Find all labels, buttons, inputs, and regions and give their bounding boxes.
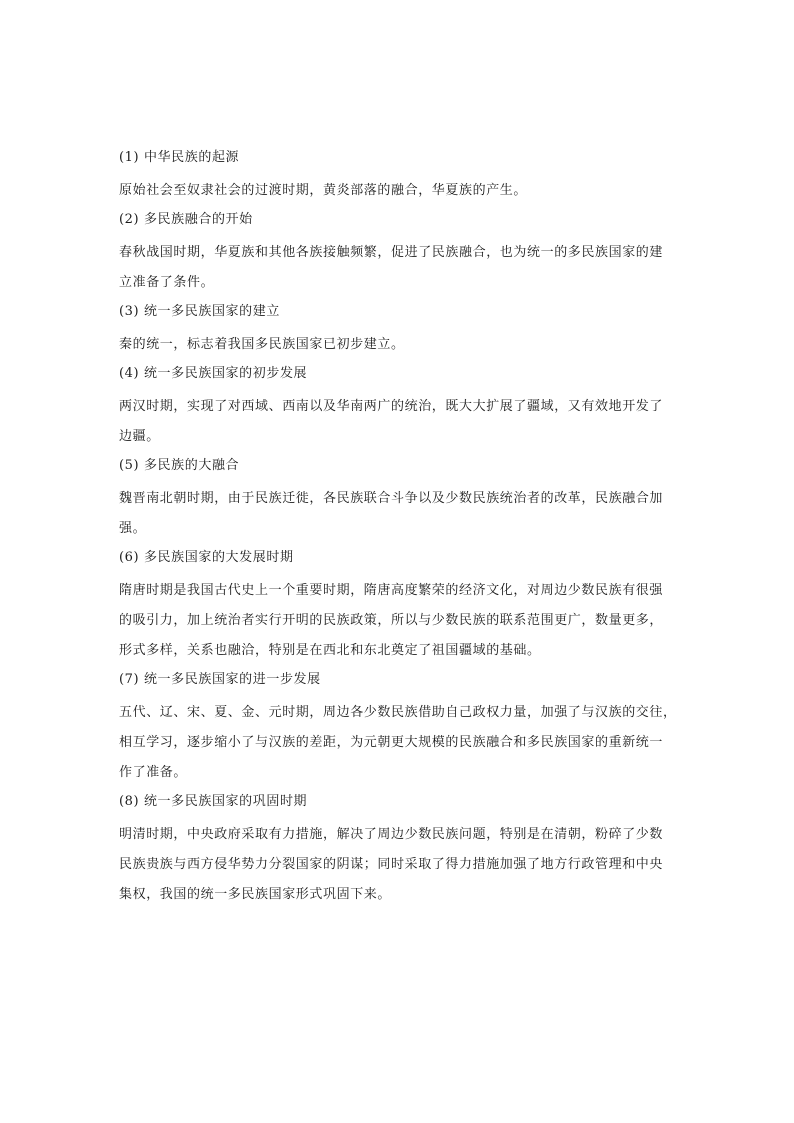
paragraph-line: 明清时期，中央政府采取有力措施，解决了周边少数民族问题，特别是在清朝，粉碎了少数 [119, 827, 664, 842]
section-paragraph [119, 399, 679, 444]
section-heading: (7) 统一多民族国家的进一步发展 [119, 672, 321, 687]
document-body [119, 150, 679, 916]
section-heading: (2) 多民族融合的开始 [119, 212, 253, 227]
paragraph-line: 原始社会至奴隶社会的过渡时期，黄炎部落的融合，华夏族的产生。 [119, 183, 528, 198]
paragraph-line: 五代、辽、宋、夏、金、元时期，周边各少数民族借助自己政权力量，加强了与汉族的交往， [119, 705, 677, 720]
paragraph-line: 相互学习，逐步缩小了与汉族的差距，为元朝更大规模的民族融合和多民族国家的重新统一 [119, 735, 664, 750]
section-2 [119, 212, 679, 290]
section-heading: (6) 多民族国家的大发展时期 [119, 550, 294, 565]
paragraph-line: 集权，我国的统一多民族国家形式巩固下来。 [119, 887, 392, 902]
section-7 [119, 672, 679, 780]
section-5 [119, 458, 679, 536]
paragraph-line: 民族贵族与西方侵华势力分裂国家的阴谋；同时采取了得力措施加强了地方行政管理和中央 [119, 857, 664, 872]
section-paragraph [119, 827, 679, 902]
paragraph-line: 秦的统一，标志着我国多民族国家已初步建立。 [119, 337, 405, 352]
section-paragraph [119, 183, 679, 198]
paragraph-line: 春秋战国时期，华夏族和其他各族接触频繁，促进了民族融合，也为统一的多民族国家的建 [119, 245, 664, 260]
paragraph-line: 魏晋南北朝时期，由于民族迁徙，各民族联合斗争以及少数民族统治者的改革，民族融合加 [119, 491, 664, 506]
section-paragraph [119, 705, 679, 780]
paragraph-line: 边疆。 [119, 429, 160, 444]
paragraph-line: 立准备了条件。 [119, 275, 215, 290]
paragraph-line: 隋唐时期是我国古代史上一个重要时期，隋唐高度繁荣的经济文化，对周边少数民族有很强 [119, 583, 664, 598]
section-paragraph [119, 337, 679, 352]
paragraph-line: 作了准备。 [119, 765, 188, 780]
section-heading: (4) 统一多民族国家的初步发展 [119, 366, 308, 381]
paragraph-line: 形式多样，关系也融洽，特别是在西北和东北奠定了祖国疆域的基础。 [119, 643, 541, 658]
section-heading: (1) 中华民族的起源 [119, 150, 240, 165]
section-3 [119, 304, 679, 352]
paragraph-line: 两汉时期，实现了对西域、西南以及华南两广的统治，既大大扩展了疆域，又有效地开发了 [119, 399, 664, 414]
section-heading: (8) 统一多民族国家的巩固时期 [119, 794, 308, 809]
section-8 [119, 794, 679, 902]
paragraph-line: 强。 [119, 521, 147, 536]
section-1 [119, 150, 679, 198]
section-heading: (3) 统一多民族国家的建立 [119, 304, 280, 319]
section-paragraph [119, 245, 679, 290]
section-paragraph [119, 491, 679, 536]
section-paragraph [119, 583, 679, 658]
section-6 [119, 550, 679, 658]
section-4 [119, 366, 679, 444]
section-heading: (5) 多民族的大融合 [119, 458, 240, 473]
paragraph-line: 的吸引力，加上统治者实行开明的民族政策，所以与少数民族的联系范围更广，数量更多， [119, 613, 664, 628]
